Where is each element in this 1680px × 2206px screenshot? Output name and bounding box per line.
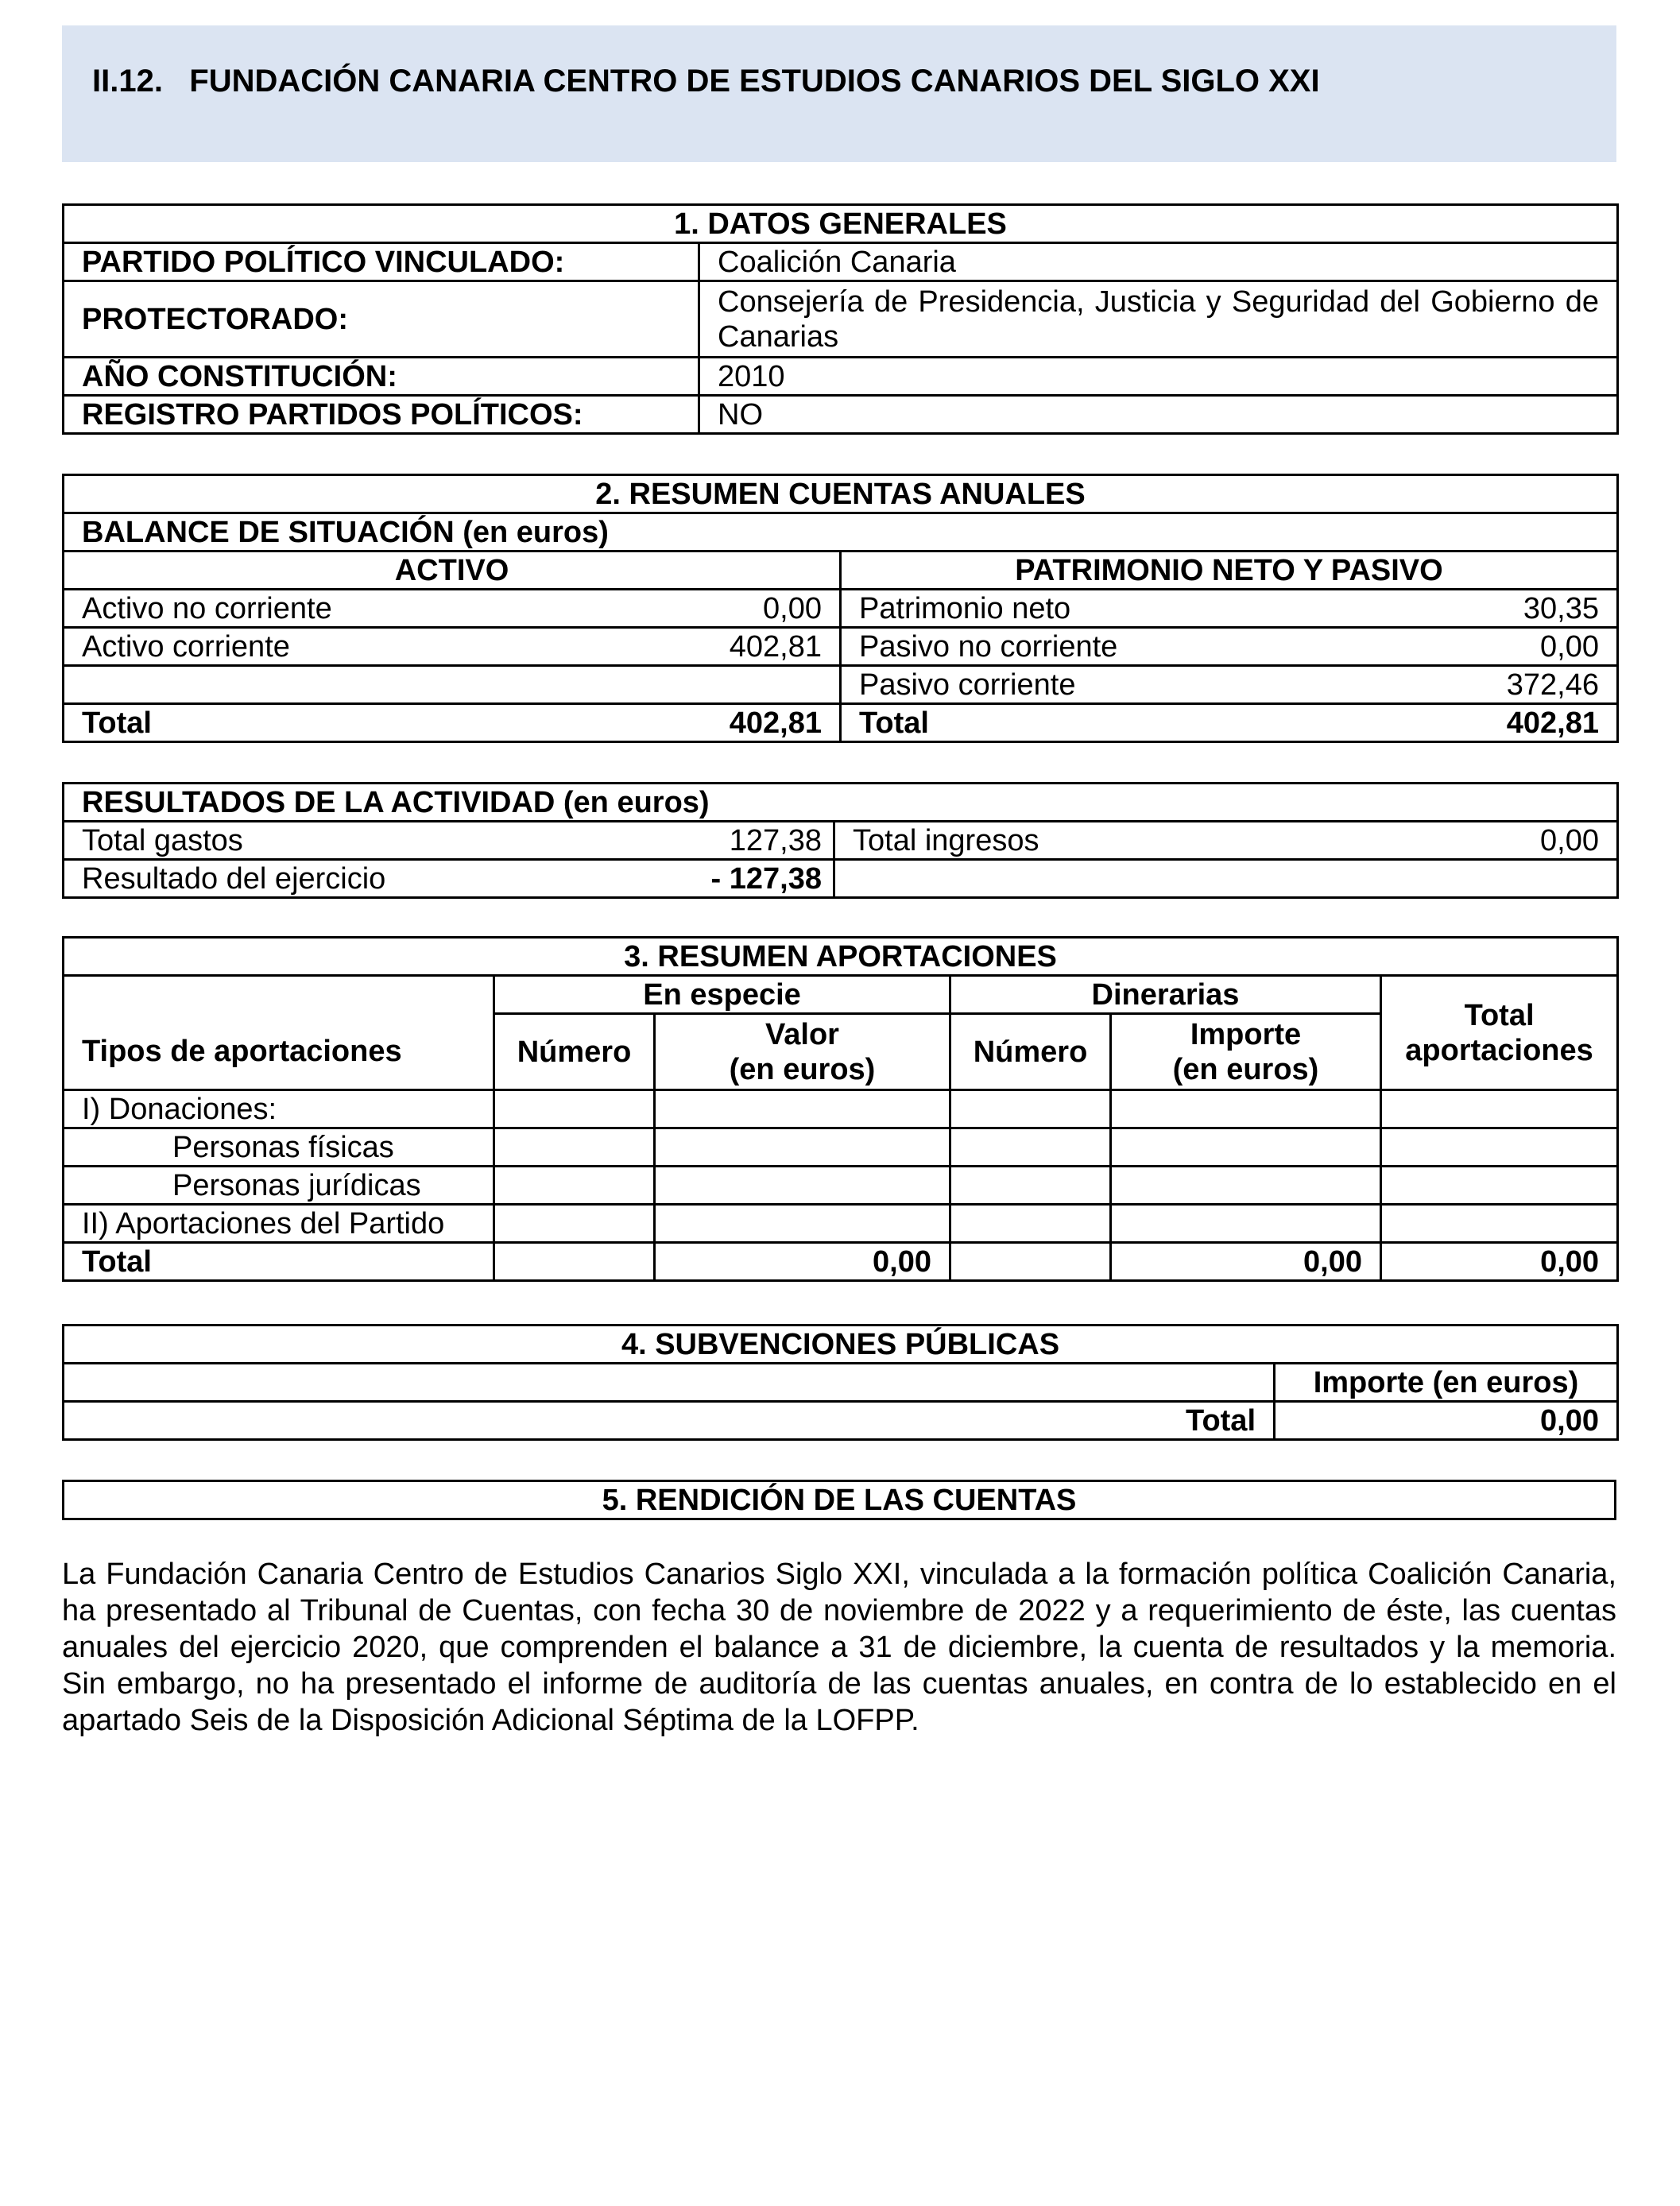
valor-label: Valor <box>765 1017 839 1051</box>
valor-unit: (en euros) <box>729 1052 876 1086</box>
patrimonio-neto-label: Patrimonio neto <box>841 590 1429 628</box>
total-activo-value: 402,81 <box>652 704 841 742</box>
total-activo-label: Total <box>64 704 652 742</box>
numero-dinerarias-header: Número <box>950 1014 1111 1090</box>
empty-cell <box>64 976 494 1014</box>
subvenciones-table <box>62 1324 1619 1441</box>
activo-corriente-label: Activo corriente <box>64 628 652 666</box>
registro-value: NO <box>699 396 1618 434</box>
gastos-label: Total gastos <box>64 822 652 860</box>
aportaciones-partido-label: II) Aportaciones del Partido <box>64 1205 494 1243</box>
pasivo-no-corriente-value: 0,00 <box>1429 628 1618 666</box>
tipos-header: Tipos de aportaciones <box>64 1014 494 1090</box>
page-title <box>92 64 1320 99</box>
pasivo-no-corriente-label: Pasivo no corriente <box>841 628 1429 666</box>
dinerarias-header: Dinerarias <box>950 976 1381 1014</box>
total-pasivo-label: Total <box>841 704 1429 742</box>
partido-value: Coalición Canaria <box>699 243 1618 281</box>
personas-fisicas-label: Personas físicas <box>64 1128 494 1167</box>
subvenciones-heading: 4. SUBVENCIONES PÚBLICAS <box>64 1326 1618 1364</box>
personas-juridicas-label: Personas jurídicas <box>64 1167 494 1205</box>
resultados-title: RESULTADOS DE LA ACTIVIDAD (en euros) <box>64 784 1618 822</box>
ingresos-value: 0,00 <box>1427 822 1618 860</box>
balance-table <box>62 474 1619 743</box>
aportaciones-table <box>62 936 1619 1282</box>
importe-header <box>1111 1014 1381 1090</box>
importe-label: Importe <box>1190 1017 1302 1051</box>
aportaciones-heading: 3. RESUMEN APORTACIONES <box>64 938 1618 976</box>
total-aportaciones-value: 0,00 <box>1381 1243 1618 1281</box>
resultado-value: - 127,38 <box>652 860 834 898</box>
datos-generales-heading: 1. DATOS GENERALES <box>64 205 1618 243</box>
activo-corriente-value: 402,81 <box>652 628 841 666</box>
resumen-cuentas-heading: 2. RESUMEN CUENTAS ANUALES <box>64 475 1618 513</box>
balance-title: BALANCE DE SITUACIÓN (en euros) <box>64 513 1618 552</box>
pasivo-corriente-value: 372,46 <box>1429 666 1618 704</box>
gastos-value: 127,38 <box>652 822 834 860</box>
total-valor-value: 0,00 <box>655 1243 950 1281</box>
ingresos-label: Total ingresos <box>834 822 1427 860</box>
ano-value: 2010 <box>699 358 1618 396</box>
protectorado-label: PROTECTORADO: <box>64 281 699 358</box>
subvenciones-total-value: 0,00 <box>1275 1402 1618 1440</box>
empty-cell <box>64 1364 1275 1402</box>
donaciones-label: I) Donaciones: <box>64 1090 494 1128</box>
resultado-label: Resultado del ejercicio <box>64 860 652 898</box>
patrimonio-neto-value: 30,35 <box>1429 590 1618 628</box>
total-aportaciones-header: Total aportaciones <box>1381 976 1618 1090</box>
activo-no-corriente-label: Activo no corriente <box>64 590 652 628</box>
total-pasivo-value: 402,81 <box>1429 704 1618 742</box>
pasivo-corriente-label: Pasivo corriente <box>841 666 1429 704</box>
total-importe-value: 0,00 <box>1111 1243 1381 1281</box>
section-title: FUNDACIÓN CANARIA CENTRO DE ESTUDIOS CANARIOS DEL SIGLO XXI <box>189 64 1320 99</box>
importe-euros-header: Importe (en euros) <box>1275 1364 1618 1402</box>
protectorado-value: Consejería de Presidencia, Justicia y Seguridad del Gobierno de Canarias <box>699 281 1618 358</box>
registro-label: REGISTRO PARTIDOS POLÍTICOS: <box>64 396 699 434</box>
valor-header <box>655 1014 950 1090</box>
importe-unit: (en euros) <box>1172 1052 1319 1086</box>
en-especie-header: En especie <box>494 976 950 1014</box>
rendicion-table <box>62 1480 1616 1520</box>
rendicion-paragraph: La Fundación Canaria Centro de Estudios Canarios Siglo XXI, vinculada a la formación política Coalición Canaria, ha presentado al Tribunal de Cuentas, con fecha 30 de noviembre de 2022 y a requerimiento de éste, las cuentas anuales del ejercicio 2020, que comprenden el balance a 31 de diciembre, la cuenta de resultados y la memoria. Sin embargo, no ha presentado el informe de auditoría de las cuentas anuales, en contra de lo establecido en el apartado Seis de la Disposición Adicional Séptima de la LOFPP. <box>62 1558 1616 1737</box>
resultados-table <box>62 782 1619 899</box>
empty-cell <box>834 860 1618 898</box>
section-number: II.12. <box>92 64 163 99</box>
ano-label: AÑO CONSTITUCIÓN: <box>64 358 699 396</box>
datos-generales-table <box>62 203 1619 435</box>
activo-no-corriente-value: 0,00 <box>652 590 841 628</box>
empty-cell <box>64 666 652 704</box>
subvenciones-total-label: Total <box>64 1402 1275 1440</box>
empty-cell <box>652 666 841 704</box>
numero-especie-header: Número <box>494 1014 655 1090</box>
aportaciones-total-label: Total <box>64 1243 494 1281</box>
rendicion-heading: 5. RENDICIÓN DE LAS CUENTAS <box>64 1481 1616 1519</box>
activo-header: ACTIVO <box>64 552 841 590</box>
pasivo-header: PATRIMONIO NETO Y PASIVO <box>841 552 1618 590</box>
partido-label: PARTIDO POLÍTICO VINCULADO: <box>64 243 699 281</box>
